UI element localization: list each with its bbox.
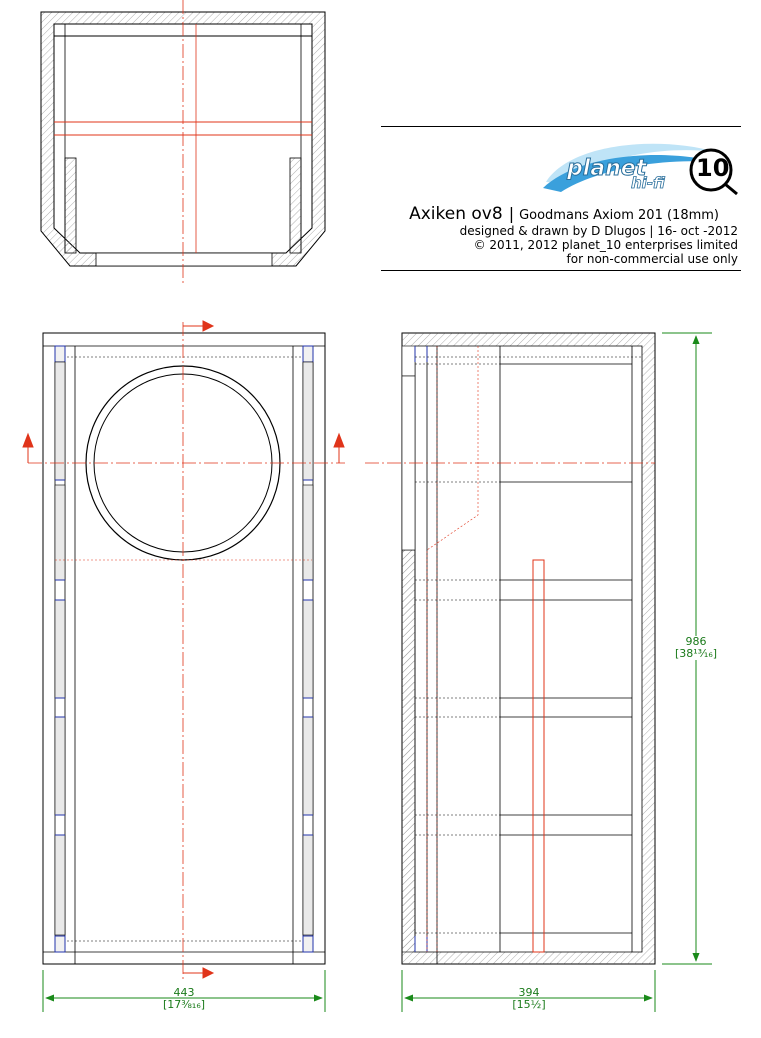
height-inch: [38¹³⁄₁₆] xyxy=(674,647,718,660)
front-width-dimension xyxy=(154,987,214,1011)
top-left-baffle xyxy=(65,158,76,253)
side-width-dimension xyxy=(499,987,559,1011)
logo-word-hifi: hi-fi xyxy=(631,174,665,192)
logo-word-planet: planet xyxy=(567,156,647,181)
title-block-top-rule xyxy=(381,126,741,127)
dimension-lines xyxy=(43,333,712,1012)
front-outline xyxy=(43,333,325,964)
project-name: Axiken ov8 xyxy=(409,204,503,224)
front-width-inch: [17⅜₁₆] xyxy=(162,998,206,1011)
height-dimension xyxy=(666,636,726,660)
front-width-mm: 443 xyxy=(173,986,195,999)
title-block-bottom-rule xyxy=(381,270,741,271)
title-separator: | xyxy=(508,204,515,223)
title-main-line xyxy=(409,204,719,224)
designer-line: designed & drawn by D Dlugos | 16- oct -2012 xyxy=(459,224,738,238)
driver-name: Goodmans Axiom 201 (18mm) xyxy=(519,208,719,223)
port-tube xyxy=(533,560,544,952)
usage-line: for non-commercial use only xyxy=(566,252,738,266)
logo-number: 10 xyxy=(696,154,730,182)
section-arrows xyxy=(23,321,344,978)
height-mm: 986 xyxy=(685,635,707,648)
copyright-line: © 2011, 2012 planet_10 enterprises limited xyxy=(473,238,738,252)
side-outline xyxy=(402,333,655,964)
title-block xyxy=(381,126,741,272)
top-plan-view xyxy=(41,0,325,285)
planet10-logo xyxy=(541,134,741,200)
top-right-baffle xyxy=(290,158,301,253)
front-rail-blocks xyxy=(55,346,313,952)
side-section-view xyxy=(365,333,655,964)
side-shelves xyxy=(500,364,632,933)
front-view xyxy=(23,321,345,980)
side-width-inch: [15½] xyxy=(512,998,546,1011)
side-width-mm: 394 xyxy=(518,986,540,999)
